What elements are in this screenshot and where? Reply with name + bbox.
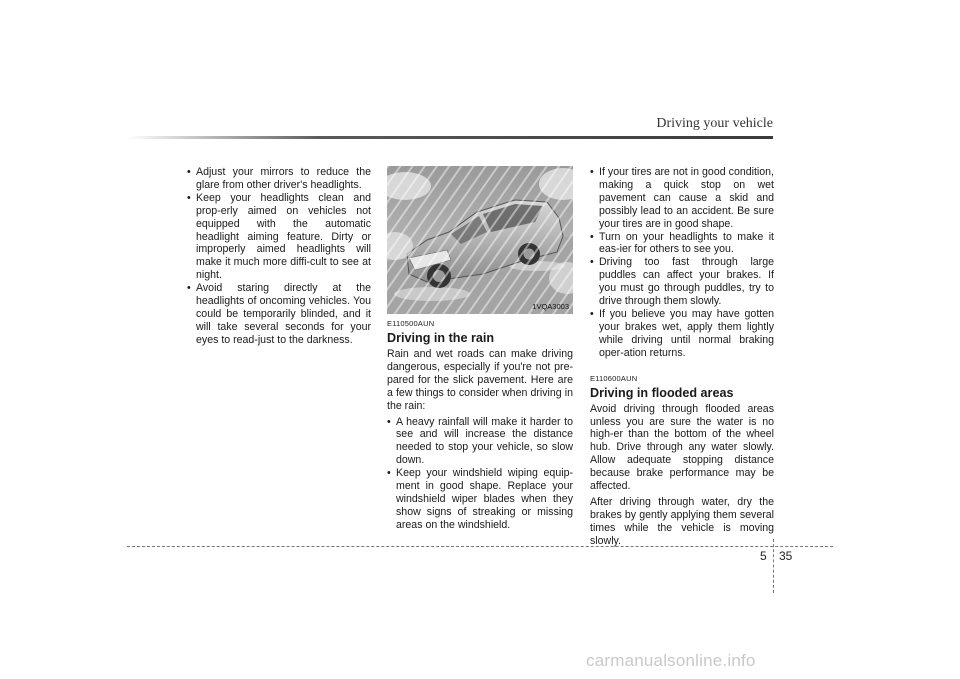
list-item: • A heavy rainfall will make it harder to see and will increase the distance needed to stop your vehicle, so slow down.: [387, 416, 573, 468]
paragraph: Avoid driving through flooded areas unless you are sure the water is no high-er than the bottom of the wheel hub. Drive through any water slowly. Allow adequate stopping distance because brake performance may be affected.: [590, 402, 774, 493]
section-number: 5: [760, 549, 767, 563]
column-1-bullet-list: [187, 166, 371, 347]
page-header-title: Driving your vehicle: [656, 116, 773, 131]
footer-divider: [773, 539, 774, 593]
column-3-bullet-list: [590, 166, 774, 360]
column-3: [590, 166, 774, 551]
section-code: E110600AUN: [590, 373, 638, 383]
car-in-rain-image: [387, 166, 573, 314]
rain-car-illustration: [387, 166, 573, 314]
page-number: 35: [779, 549, 793, 563]
header-rule: [127, 136, 773, 139]
list-item: • Turn on your headlights to make it eas-ier for others to see you.: [590, 231, 774, 257]
section-heading: Driving in flooded areas: [590, 385, 734, 400]
list-item: • Driving too fast through large puddles can affect your brakes. If you must go through puddles, try to drive through them slowly.: [590, 256, 774, 308]
rain-bullet-list: [387, 416, 573, 532]
watermark: carmanualsonline.info: [586, 651, 756, 670]
list-item: • Keep your headlights clean and prop-erly aimed on vehicles not equipped with the automatic headlight aiming feature. Dirty or improperly aimed headlights will make it much more diffi-cult to see at night.: [187, 192, 371, 282]
list-item: • If you believe you may have gotten your brakes wet, apply them lightly while driving until normal braking oper-ation returns.: [590, 308, 774, 360]
list-item: • If your tires are not in good condition, making a quick stop on wet pavement can cause a skid and possibly lead to an accident. Be sure your tires are in good shape.: [590, 166, 774, 231]
column-1: [187, 166, 371, 347]
paragraph: After driving through water, dry the brakes by gently applying them several times while the vehicle is moving slowly.: [590, 495, 774, 547]
footer-rule: [127, 546, 833, 547]
list-item: • Adjust your mirrors to reduce the glare from other driver's headlights.: [187, 166, 371, 192]
figure-label: 1VQA3003: [532, 302, 569, 311]
column-2: [387, 312, 573, 532]
list-item: • Keep your windshield wiping equip-ment in good shape. Replace your windshield wiper blades when they show signs of streaking or missing areas on the windshield.: [387, 467, 573, 532]
section-intro: Rain and wet roads can make driving dangerous, especially if you're not pre-pared for the slick pavement. Here are a few things to consider when driving in the rain:: [387, 348, 573, 412]
list-item: • Avoid staring directly at the headlights of oncoming vehicles. You could be temporarily blinded, and it will take several seconds for your eyes to read-just to the darkness.: [187, 282, 371, 347]
section-code: E110500AUN: [387, 319, 435, 328]
section-heading: Driving in the rain: [387, 331, 495, 345]
